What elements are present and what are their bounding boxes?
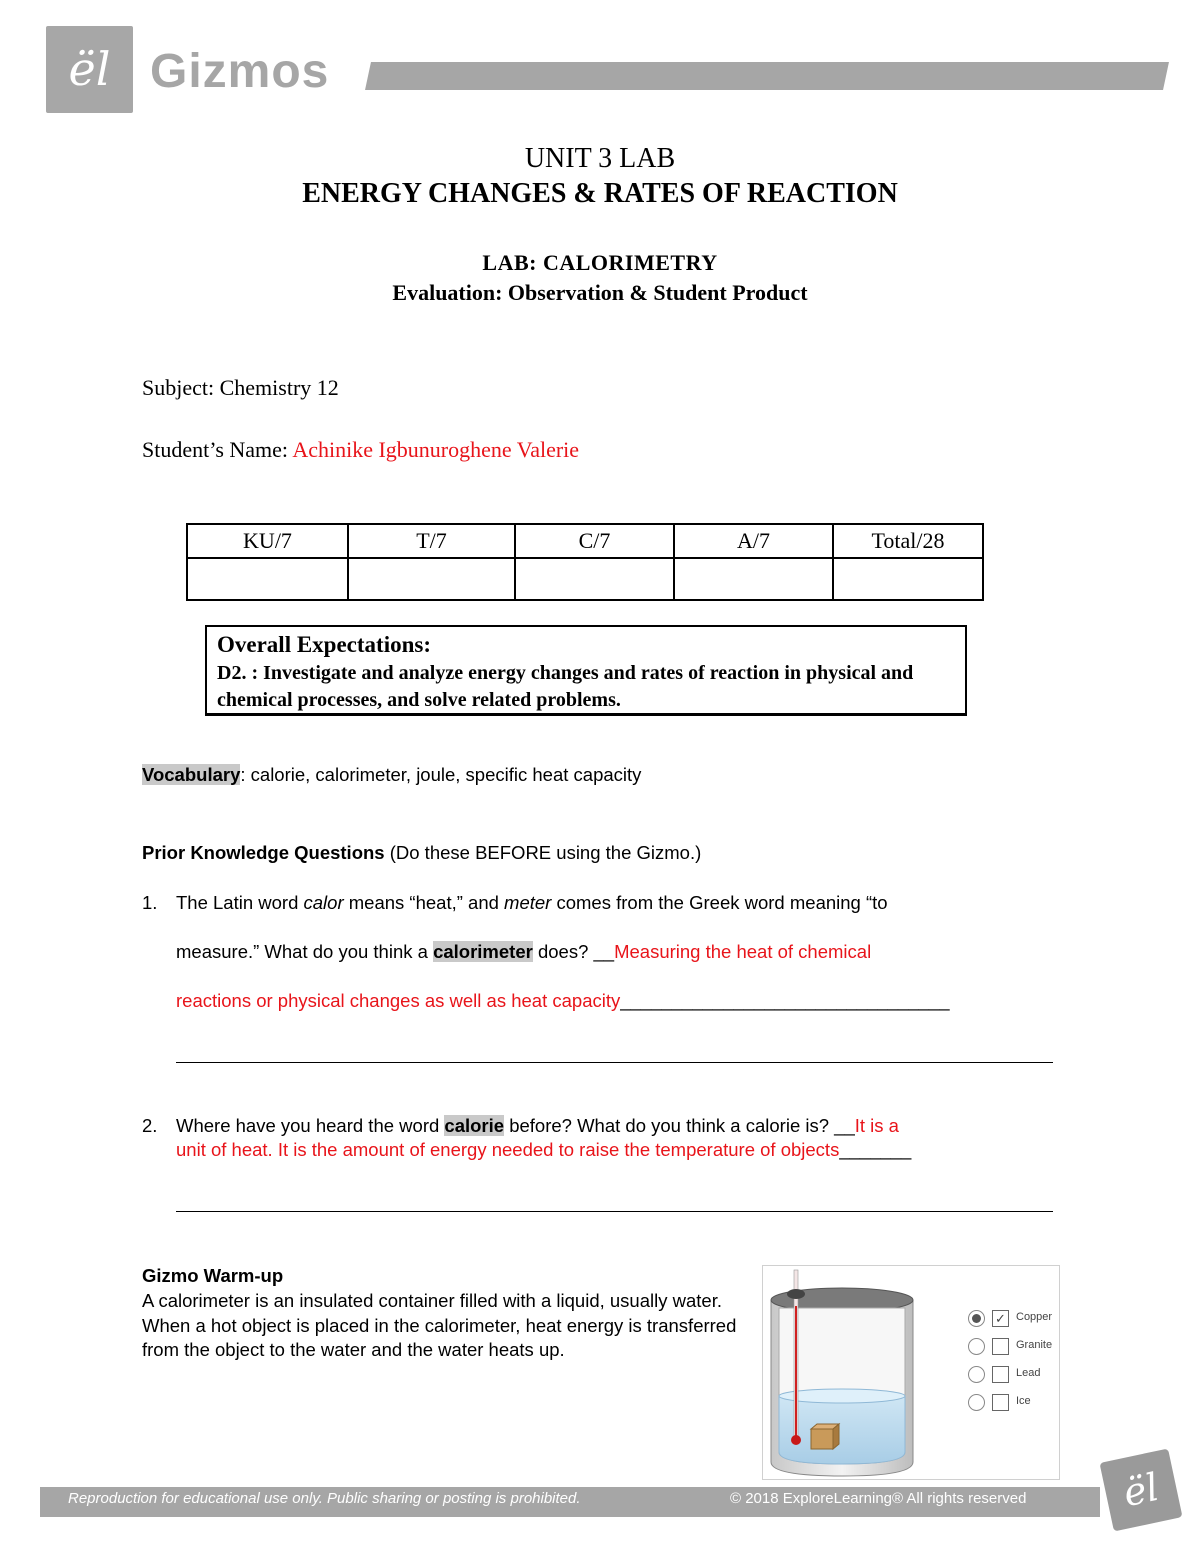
score-table xyxy=(186,523,984,601)
q1-text-b: means “heat,” and xyxy=(343,892,505,913)
subject-value: Chemistry 12 xyxy=(219,375,339,400)
q2-text-b: before? What do you think a calorie is? __ xyxy=(504,1115,855,1136)
score-header-c: C/7 xyxy=(515,524,674,558)
vocabulary-line xyxy=(142,764,641,786)
prior-note: (Do these BEFORE using the Gizmo.) xyxy=(384,842,702,863)
expectations-title: Overall Expectations: xyxy=(217,632,431,657)
q1-word-calor: calor xyxy=(303,892,344,913)
score-cell-c xyxy=(515,558,674,600)
score-header-a: A/7 xyxy=(674,524,833,558)
q2-number: 2. xyxy=(142,1115,158,1136)
score-header-ku: KU/7 xyxy=(187,524,348,558)
score-cell-t xyxy=(348,558,515,600)
prior-knowledge-heading xyxy=(142,842,701,864)
checkbox-icon xyxy=(992,1394,1009,1411)
radio-icon xyxy=(968,1366,985,1383)
q1-text-d: measure.” What do you think a xyxy=(176,941,434,962)
warmup-text: A calorimeter is an insulated container filled with a liquid, usually water. When a hot object is placed in the calorimeter, heat energy is transferred from the object to the water and the water heats up. xyxy=(142,1290,737,1360)
subject-line xyxy=(142,375,339,401)
gizmo-option-label: Copper xyxy=(1016,1311,1053,1323)
q1-text-c: comes from the Greek word meaning “to xyxy=(551,892,888,913)
q1-answer-part1: Measuring the heat of chemical xyxy=(614,941,872,962)
score-value-row xyxy=(187,558,983,600)
gizmo-option-label: Lead xyxy=(1016,1367,1041,1379)
q1-text-a: The Latin word xyxy=(176,892,304,913)
q2-answer-part2: unit of heat. It is the amount of energy needed to raise the temperature of objects xyxy=(176,1139,840,1160)
score-header-row xyxy=(187,524,983,558)
student-line xyxy=(142,437,579,463)
q1-line1 xyxy=(176,892,888,914)
score-cell-ku xyxy=(187,558,348,600)
radio-icon xyxy=(968,1394,985,1411)
checkbox-checked-icon: ✓ xyxy=(992,1310,1009,1327)
footer-logo xyxy=(1099,1448,1182,1531)
q1-blank: ________________________________ xyxy=(620,990,950,1011)
q1-text-e: does? __ xyxy=(532,941,615,962)
q2-answer-part1: It is a xyxy=(854,1115,899,1136)
calorimeter-gizmo-image xyxy=(762,1265,1060,1480)
q2-text-a: Where have you heard the word xyxy=(176,1115,445,1136)
unit-title: UNIT 3 LAB xyxy=(524,143,676,174)
radio-selected-icon xyxy=(968,1310,985,1327)
q2-line2 xyxy=(176,1139,911,1161)
prior-label: Prior Knowledge Questions xyxy=(142,842,385,863)
brand-name: Gizmos xyxy=(150,45,330,98)
footer-disclaimer: Reproduction for educational use only. Public sharing or posting is prohibited. xyxy=(68,1490,581,1507)
q1-answer-part2: reactions or physical changes as well as heat capacity xyxy=(176,990,621,1011)
subject-label: Subject: xyxy=(142,375,215,400)
q1-word-meter: meter xyxy=(504,892,552,913)
q2-blank: _______ xyxy=(839,1139,912,1160)
footer-logo-glyph: ël xyxy=(1119,1464,1163,1516)
vocabulary-text: : calorie, calorimeter, joule, specific heat capacity xyxy=(240,764,642,785)
q1-term-calorimeter: calorimeter xyxy=(433,941,533,962)
gizmo-option-label: Granite xyxy=(1016,1339,1053,1351)
warmup-title: Gizmo Warm-up xyxy=(142,1265,284,1286)
q1-answer-rule xyxy=(176,1046,1053,1063)
expectations-text: D2. : Investigate and analyze energy changes and rates of reaction in physical and chemical processes, and solve related problems. xyxy=(217,662,914,711)
score-cell-total xyxy=(833,558,983,600)
calorimeter-illustration xyxy=(763,1266,1059,1479)
score-cell-a xyxy=(674,558,833,600)
evaluation-title: Evaluation: Observation & Student Product xyxy=(392,280,808,305)
checkbox-icon xyxy=(992,1338,1009,1355)
footer-copyright: © 2018 ExploreLearning® All rights reserved xyxy=(730,1490,1027,1507)
q2-answer-rule xyxy=(176,1195,1053,1212)
q1-line3 xyxy=(176,990,950,1012)
vocabulary-label: Vocabulary xyxy=(142,764,241,785)
gizmo-option-label: Ice xyxy=(1016,1395,1031,1407)
lab-title: LAB: CALORIMETRY xyxy=(482,250,718,275)
q2-line1 xyxy=(176,1115,899,1137)
topic-title: ENERGY CHANGES & RATES OF REACTION xyxy=(302,178,898,209)
radio-icon xyxy=(968,1338,985,1355)
q2-term-calorie: calorie xyxy=(444,1115,505,1136)
header-bar xyxy=(365,62,1169,90)
student-label: Student’s Name: xyxy=(142,437,289,462)
q1-number: 1. xyxy=(142,892,158,913)
explorelearning-logo xyxy=(46,26,133,113)
q1-line2 xyxy=(176,941,871,963)
score-header-total: Total/28 xyxy=(833,524,983,558)
logo-glyph: ël xyxy=(68,42,111,96)
checkbox-icon xyxy=(992,1366,1009,1383)
student-name: Achinike Igbunuroghene Valerie xyxy=(292,437,580,462)
score-header-t: T/7 xyxy=(348,524,515,558)
